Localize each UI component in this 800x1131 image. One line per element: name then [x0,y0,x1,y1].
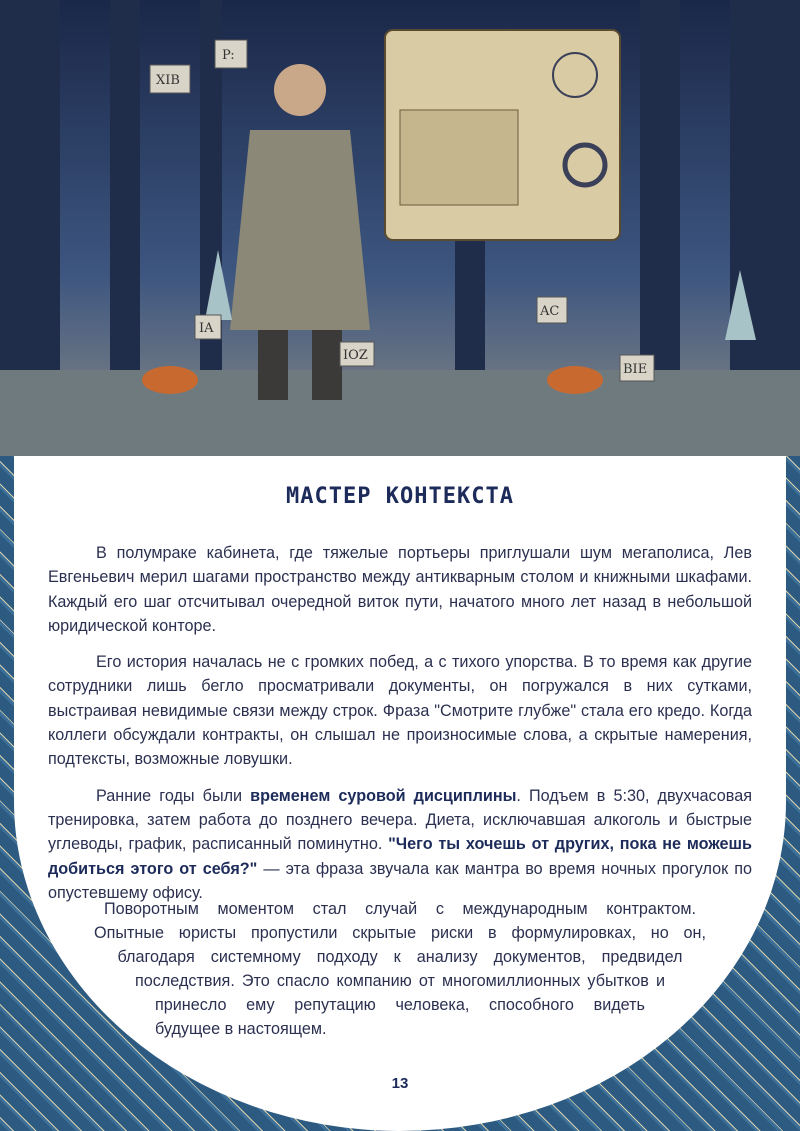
paragraph-line: Опытные юристы пропустили скрытые риски в формулировках, но он, [94,924,706,942]
chapter-body [48,541,752,917]
label-ia: IA [199,321,214,336]
label-bie: BIE [623,362,648,377]
page-number: 13 [391,1075,409,1092]
label-ac: AC [540,304,560,319]
label-xib: XIB [156,73,180,88]
chapter-title: МАСТЕР КОНТЕКСТА [286,484,514,509]
paragraph-3 [48,784,752,905]
emphasis-text: временем суровой дисциплины [250,786,517,805]
paragraph-line: Поворотным моментом стал случай с международным контрактом. [104,900,696,918]
text: — эта фраза звучала как мантра во время ночных прогулок по опустевшему офису. [48,859,752,902]
text: Ранние годы были [96,786,251,805]
paragraph-line: благодаря системному подходу к анализу документов, предвидел [117,948,683,966]
paragraph-line: последствия. Это спасло компанию от многомиллионных убытков и [135,972,665,990]
paragraph-line: принесло ему репутацию человека, способного видеть [155,996,645,1014]
header-illustration [0,0,800,456]
quote-text: "Чего ты хочешь от других, пока не можешь добиться этого от себя?" [48,835,752,878]
text: . Подъем в 5:30, двухчасовая тренировка, затем работа до позднего вечера. Диета, исключавшая алкоголь и быстрые углеводы, график, расписанный поминутно. [48,786,752,854]
paragraph-line: будущее в настоящем. [155,1020,327,1038]
label-ioz: IOZ [343,348,368,363]
paragraph-4 [0,897,800,1041]
floating-board [385,30,620,240]
paragraph-1: В полумраке кабинета, где тяжелые портьеры приглушали шум мегаполиса, Лев Евгеньевич мерил шагами пространство между антикварным столом и книжными шкафами. Каждый его шаг отсчитывал очередной виток пути, начатого много лет назад в небольшой юридической конторе. [48,544,752,635]
paragraph-2: Его история началась не с громких побед, а с тихого упорства. В то время как другие сотрудники лишь бегло просматривали документы, он погружался в них сутками, выстраивая невидимые связи между строк. Фраза "Смотрите глубже" стала его кредо. Когда коллеги обсуждали контракты, он слышал не произносимые слова, а скрытые намерения, подтексты, возможные ловушки. [48,653,752,769]
label-p: P: [222,48,235,63]
